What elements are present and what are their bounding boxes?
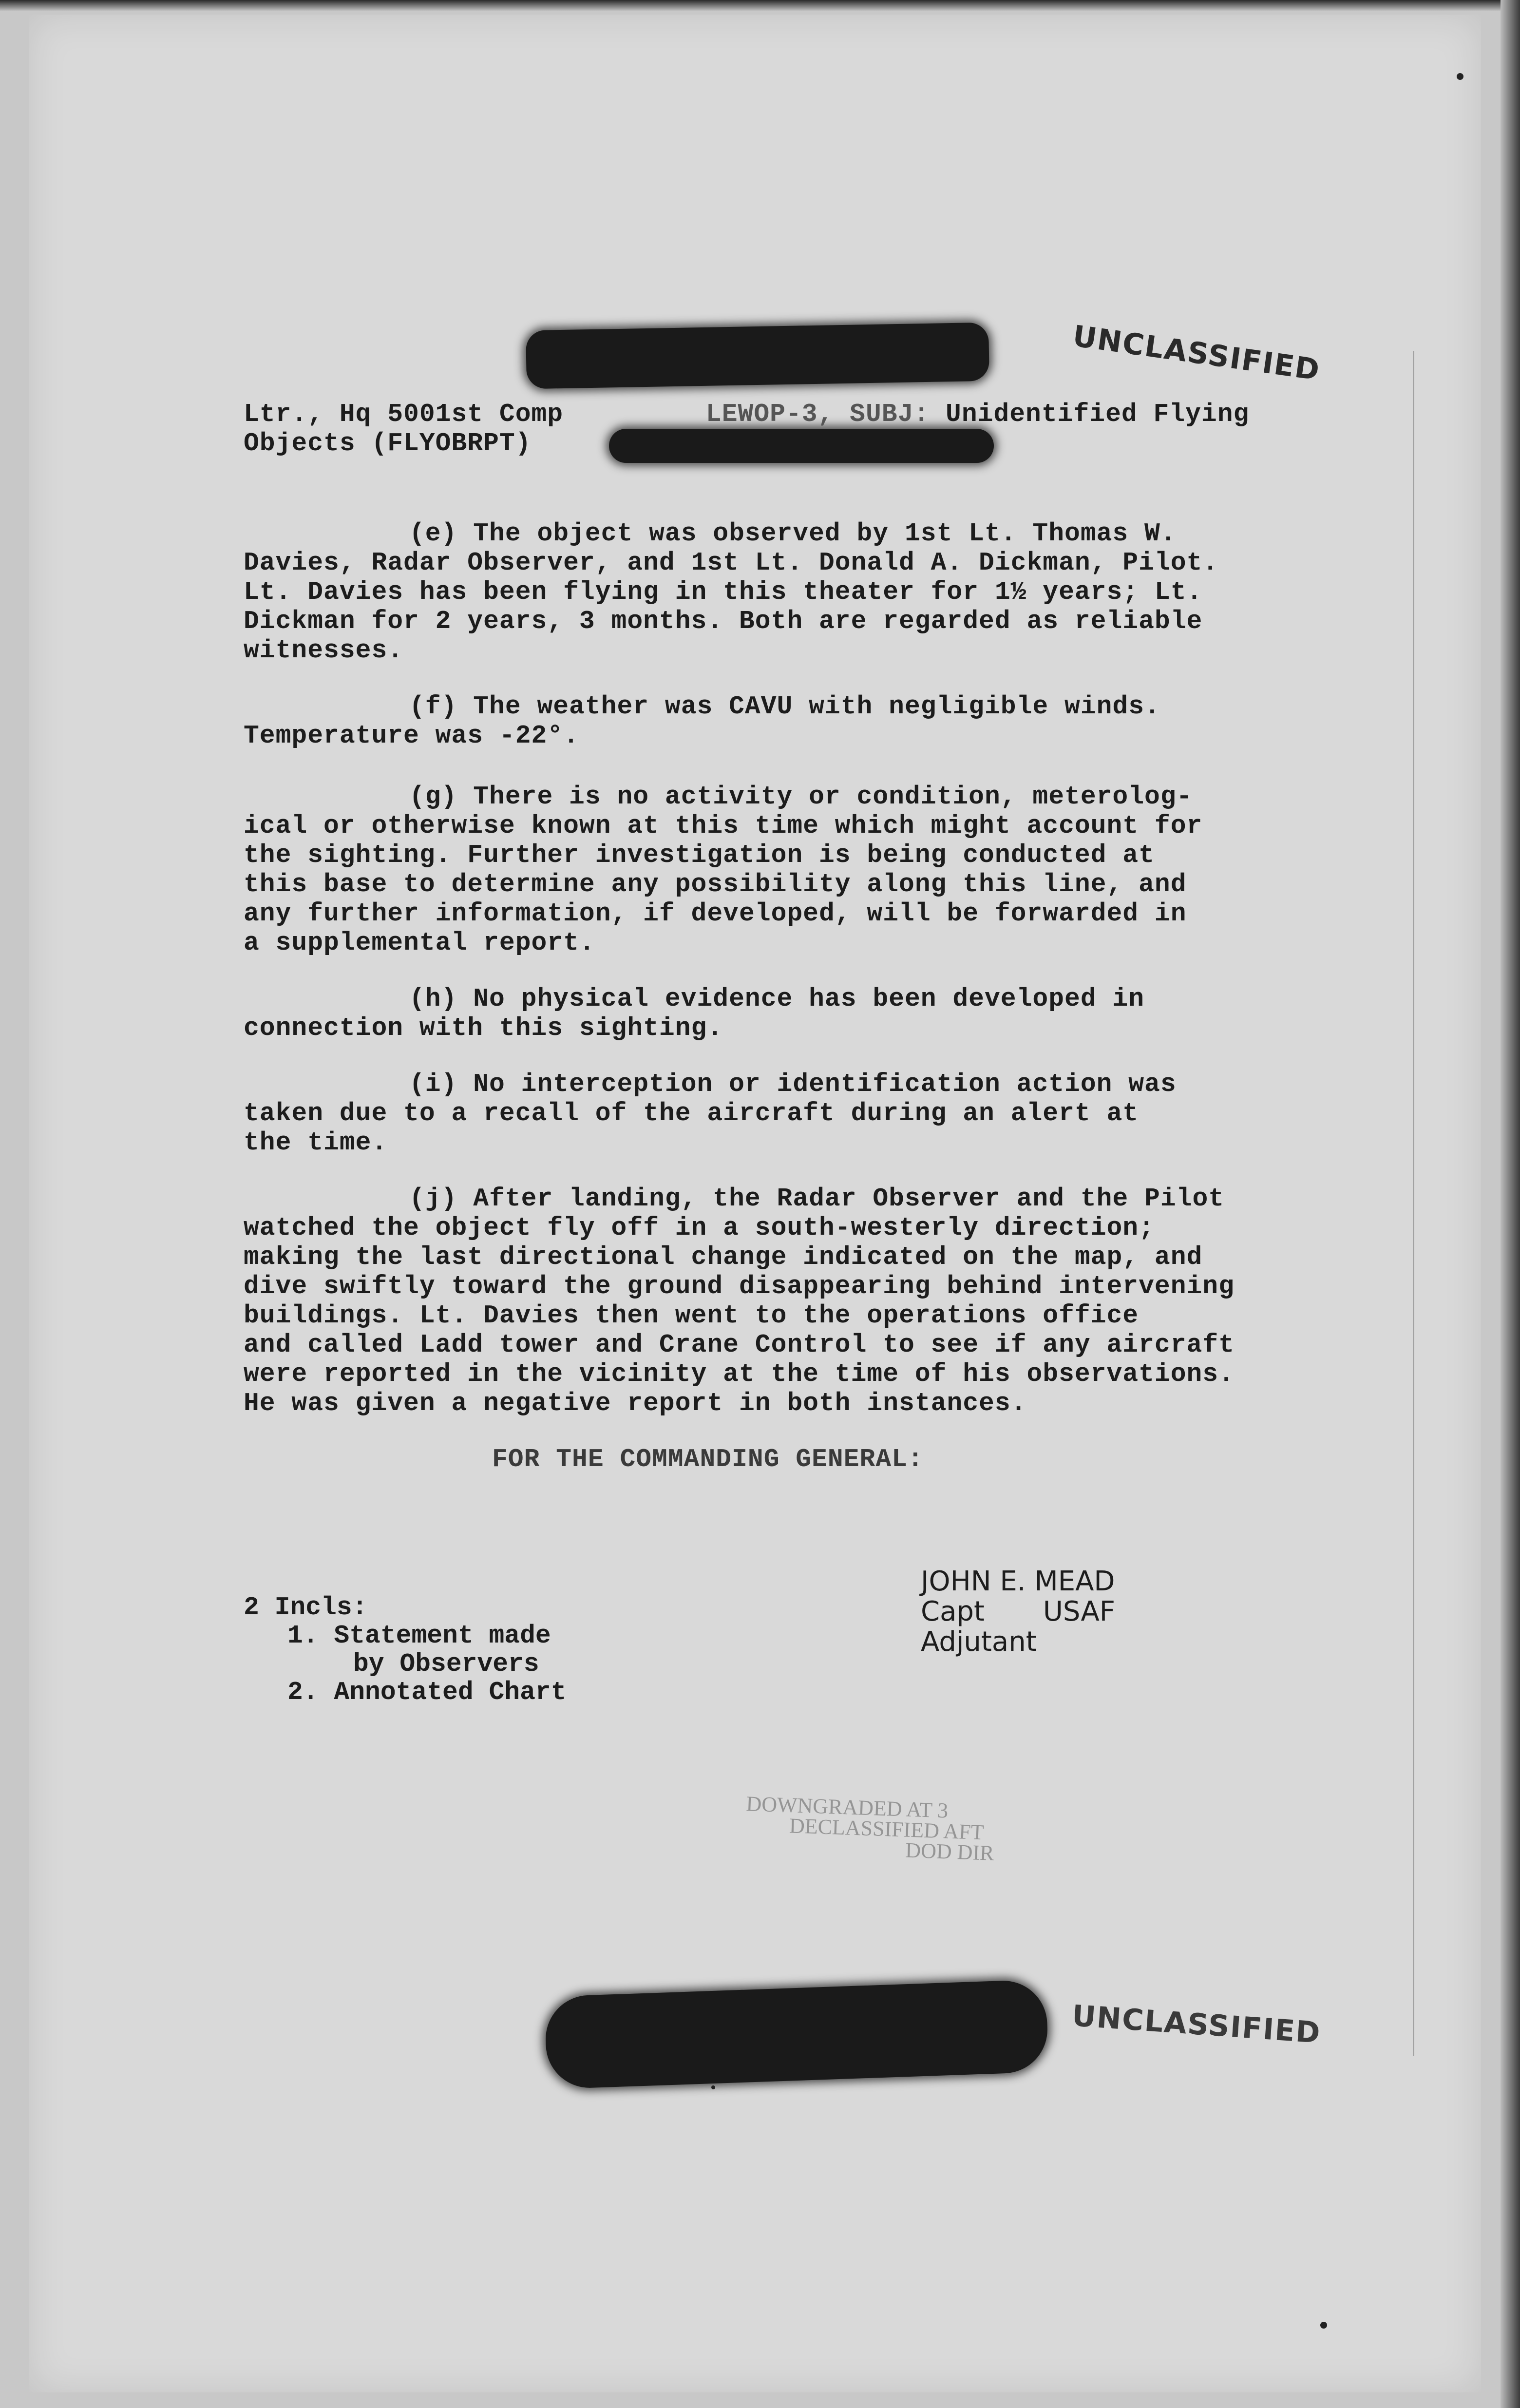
downgrade-line: DECLASSIFIED AFT bbox=[789, 1814, 985, 1845]
paragraph-line: the sighting. Further investigation is being conducted at bbox=[244, 841, 1155, 870]
paragraph-line: (e) The object was observed by 1st Lt. Thomas W. bbox=[409, 519, 1177, 548]
paragraph-line: Temperature was -22°. bbox=[244, 721, 579, 750]
scan-speck bbox=[711, 2085, 715, 2089]
paragraph-g bbox=[244, 782, 1340, 957]
scan-speck bbox=[1320, 2322, 1327, 2329]
paragraph-line: witnesses. bbox=[244, 636, 404, 665]
paragraph-i bbox=[244, 1070, 1340, 1157]
scan-border-right bbox=[1501, 0, 1520, 2408]
letter-header-line2: Objects (FLYOBRPT) bbox=[244, 429, 532, 458]
paragraph-line: watched the object fly off in a south-westerly direction; bbox=[244, 1213, 1155, 1242]
paragraph-line: (h) No physical evidence has been developed in bbox=[409, 984, 1145, 1013]
signature-title: Adjutant bbox=[921, 1626, 1037, 1658]
page-fold-line bbox=[1413, 351, 1414, 2056]
paragraph-line: were reported in the vicinity at the time of his observations. bbox=[244, 1359, 1235, 1389]
inclosure-item: 1. Statement made bbox=[287, 1621, 551, 1650]
letter-header-line1 bbox=[244, 400, 1249, 429]
paragraph-line: ical or otherwise known at this time which might account for bbox=[244, 811, 1203, 841]
paragraph-line: dive swiftly toward the ground disappearing behind intervening bbox=[244, 1272, 1235, 1301]
closing-line: FOR THE COMMANDING GENERAL: bbox=[492, 1445, 924, 1474]
inclosure-item: 2. Annotated Chart bbox=[287, 1678, 567, 1707]
paragraph-line: and called Ladd tower and Crane Control to see if any aircraft bbox=[244, 1330, 1235, 1359]
paragraph-e bbox=[244, 519, 1340, 665]
paragraph-line: Davies, Radar Observer, and 1st Lt. Donald A. Dickman, Pilot. bbox=[244, 548, 1219, 577]
paragraph-line: this base to determine any possibility along this line, and bbox=[244, 870, 1187, 899]
paragraph-line: connection with this sighting. bbox=[244, 1013, 723, 1043]
paragraph-h bbox=[244, 984, 1340, 1043]
paragraph-line: (g) There is no activity or condition, meterolog- bbox=[409, 782, 1193, 811]
paragraph-line: (i) No interception or identification action was bbox=[409, 1070, 1177, 1099]
classification-stamp-top: UNCLASSIFIED bbox=[1070, 319, 1323, 388]
paragraph-line: buildings. Lt. Davies then went to the operations office bbox=[244, 1301, 1139, 1330]
inclosures-list bbox=[244, 1593, 567, 1706]
scan-speck bbox=[1457, 73, 1463, 80]
downgrade-line: DOWNGRADED AT 3 bbox=[745, 1792, 949, 1823]
paragraph-j bbox=[244, 1184, 1340, 1418]
paragraph-line: any further information, if developed, will be forwarded in bbox=[244, 899, 1187, 928]
paragraph-f bbox=[244, 692, 1340, 750]
header-prefix: Ltr., Hq 5001st Comp bbox=[244, 400, 564, 429]
signature-rank: Capt bbox=[921, 1596, 985, 1627]
signature-block bbox=[921, 1567, 1115, 1657]
inclosure-item: by Observers bbox=[353, 1649, 539, 1679]
classification-stamp-bottom: UNCLASSIFIED bbox=[1071, 1999, 1322, 2050]
paragraph-line: taken due to a recall of the aircraft during an alert at bbox=[244, 1099, 1139, 1128]
downgrade-stamp bbox=[744, 1794, 996, 1864]
paragraph-line: (j) After landing, the Radar Observer and the Pilot bbox=[409, 1184, 1225, 1213]
header-subject-ref: LEWOP-3, SUBJ: bbox=[705, 400, 930, 429]
redaction-bar-header bbox=[609, 429, 994, 463]
paragraph-line: a supplemental report. bbox=[244, 928, 595, 957]
redaction-bar-bottom bbox=[544, 1979, 1049, 2089]
paragraph-line: Lt. Davies has been flying in this theater for 1½ years; Lt. bbox=[244, 577, 1203, 607]
paragraph-line: the time. bbox=[244, 1128, 388, 1157]
paragraph-line: (f) The weather was CAVU with negligible winds. bbox=[409, 692, 1160, 721]
paragraph-line: He was given a negative report in both instances. bbox=[244, 1389, 1027, 1418]
inclosures-heading: 2 Incls: bbox=[244, 1593, 368, 1622]
signature-name: JOHN E. MEAD bbox=[921, 1566, 1115, 1597]
downgrade-line: DOD DIR bbox=[905, 1838, 995, 1865]
header-subject: Unidentified Flying bbox=[946, 400, 1250, 429]
signature-service: USAF bbox=[1043, 1596, 1116, 1627]
scan-border-top bbox=[0, 0, 1520, 11]
redaction-bar-top bbox=[526, 323, 989, 389]
paragraph-line: Dickman for 2 years, 3 months. Both are regarded as reliable bbox=[244, 607, 1203, 636]
paragraph-line: making the last directional change indicated on the map, and bbox=[244, 1242, 1203, 1272]
